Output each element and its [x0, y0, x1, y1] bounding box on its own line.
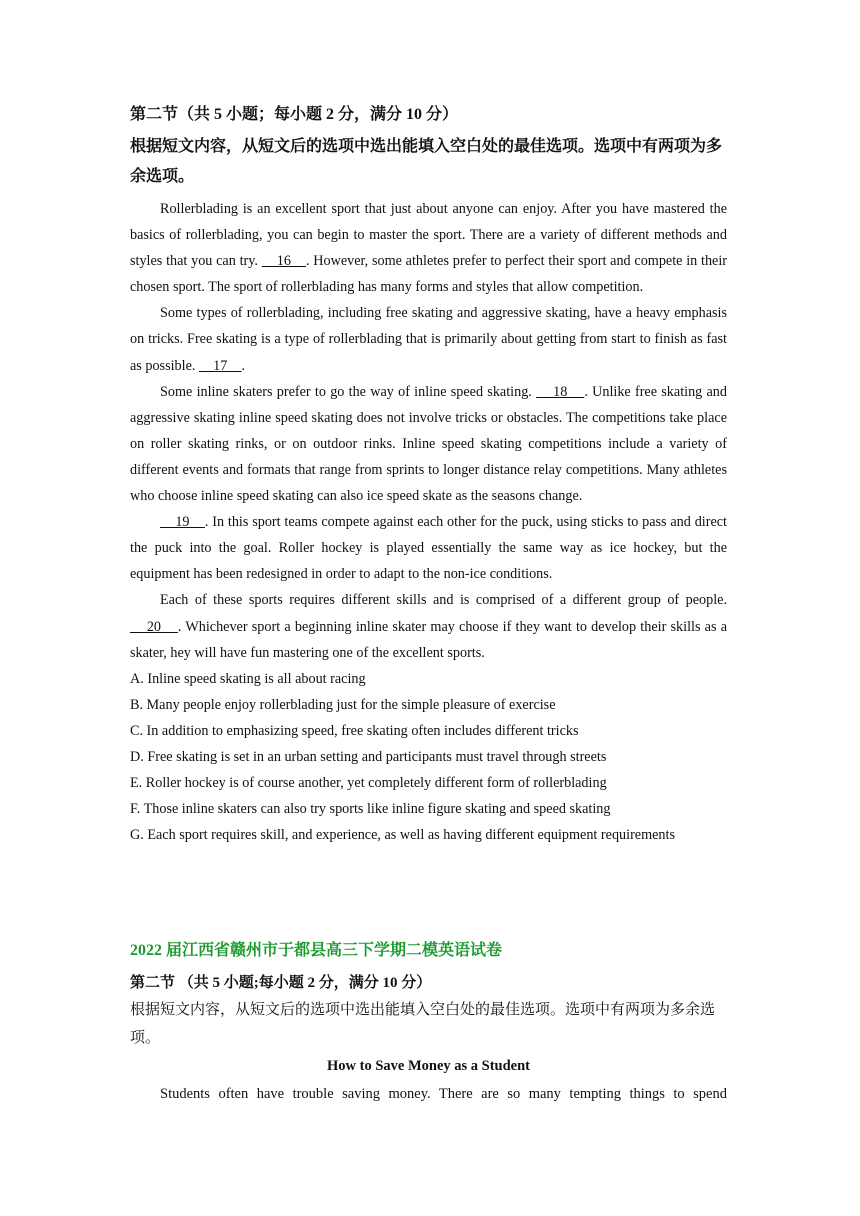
blank-18: 18 [536, 383, 585, 400]
option-e: E. Roller hockey is of course another, yet completely different form of rollerblading [130, 775, 607, 792]
document-page [130, 100, 727, 1102]
option-d: D. Free skating is set in an urban setting and participants must travel through streets [130, 748, 607, 765]
paragraph-4 [130, 509, 727, 587]
paragraph-1 [130, 196, 727, 300]
option-f: F. Those inline skaters can also try sports like inline figure skating and speed skating [130, 801, 611, 818]
section-instruction-2: 根据短文内容，从短文后的选项中选出能填入空白处的最佳选项。选项中有两项为多余选项。 [130, 1002, 716, 1046]
paragraph-text: Rollerblading is an excellent sport that just about anyone can enjoy. After you have mastered the basics of rollerblading, you can begin to master the sport. There are a variety of different methods and styles that you can try. [130, 201, 727, 270]
section-heading-2: 第二节 （共 5 小题;每小题 2 分，满分 10 分） [130, 975, 432, 991]
paragraph-text: . Whichever sport a beginning inline skater may choose if they want to develop their skills as a skater, hey will have fun mastering one of the excellent sports. [130, 618, 727, 661]
blank-19: 19 [160, 514, 205, 531]
blank-17: 17 [198, 357, 242, 374]
second-exam-section [130, 970, 727, 1108]
paragraph-text: Some inline skaters prefer to go the way of inline speed skating. [160, 383, 537, 400]
paragraph-text: . [241, 357, 246, 374]
paragraph-2 [130, 300, 727, 378]
blank-20: 20 [130, 618, 178, 635]
section-heading: 第二节（共 5 小题；每小题 2 分，满分 10 分） [130, 106, 459, 123]
paragraph-text: . However, some athletes prefer to perfect their sport and compete in their chosen sport. The sport of rollerblading has many forms and styles that allow competition. [130, 253, 727, 296]
paragraph-text: . Unlike free skating and aggressive skating inline speed skating does not involve tricks or obstacles. The competitions take place on roller skating rinks, or on outdoor rinks. Inline speed skating competitions include a variety of different events and formats that range from sprints to longer distance relay competitions. Many athletes who choose inline speed skating can also ice speed skate as the seasons change. [130, 383, 727, 505]
option-c: C. In addition to emphasizing speed, free skating often includes different tricks [130, 722, 579, 739]
paragraph-3 [130, 379, 727, 509]
paragraph-text: . In this sport teams compete against each other for the puck, using sticks to pass and direct the puck into the goal. Roller hockey is played essentially the same way as ice hockey, but the equipment has been redesigned in order to adapt to the non-ice conditions. [130, 514, 727, 583]
paragraph-text: Some types of rollerblading, including free skating and aggressive skating, have a heavy emphasis on tricks. Free skating is a type of rollerblading that is primarily about getting from start to finish as fast as possible. [130, 305, 727, 374]
passage-title: How to Save Money as a Student [326, 1058, 530, 1074]
exam-title: 2022 届江西省赣州市于都县高三下学期二模英语试卷 [130, 942, 503, 959]
paragraph-5 [130, 587, 727, 665]
blank-16: 16 [261, 253, 306, 270]
option-b: B. Many people enjoy rollerblading just for the simple pleasure of exercise [130, 696, 556, 713]
section-instruction: 根据短文内容，从短文后的选项中选出能填入空白处的最佳选项。选项中有两项为多余选项。 [130, 138, 723, 185]
paragraph-text: Each of these sports requires different skills and is comprised of a different group of people. [160, 592, 727, 609]
passage-first-line: Students often have trouble saving money. There are so many tempting things to spend [160, 1086, 727, 1102]
options-list [130, 666, 727, 849]
option-g: G. Each sport requires skill, and experience, as well as having different equipment requirements [130, 827, 675, 844]
option-a: A. Inline speed skating is all about racing [130, 670, 366, 687]
